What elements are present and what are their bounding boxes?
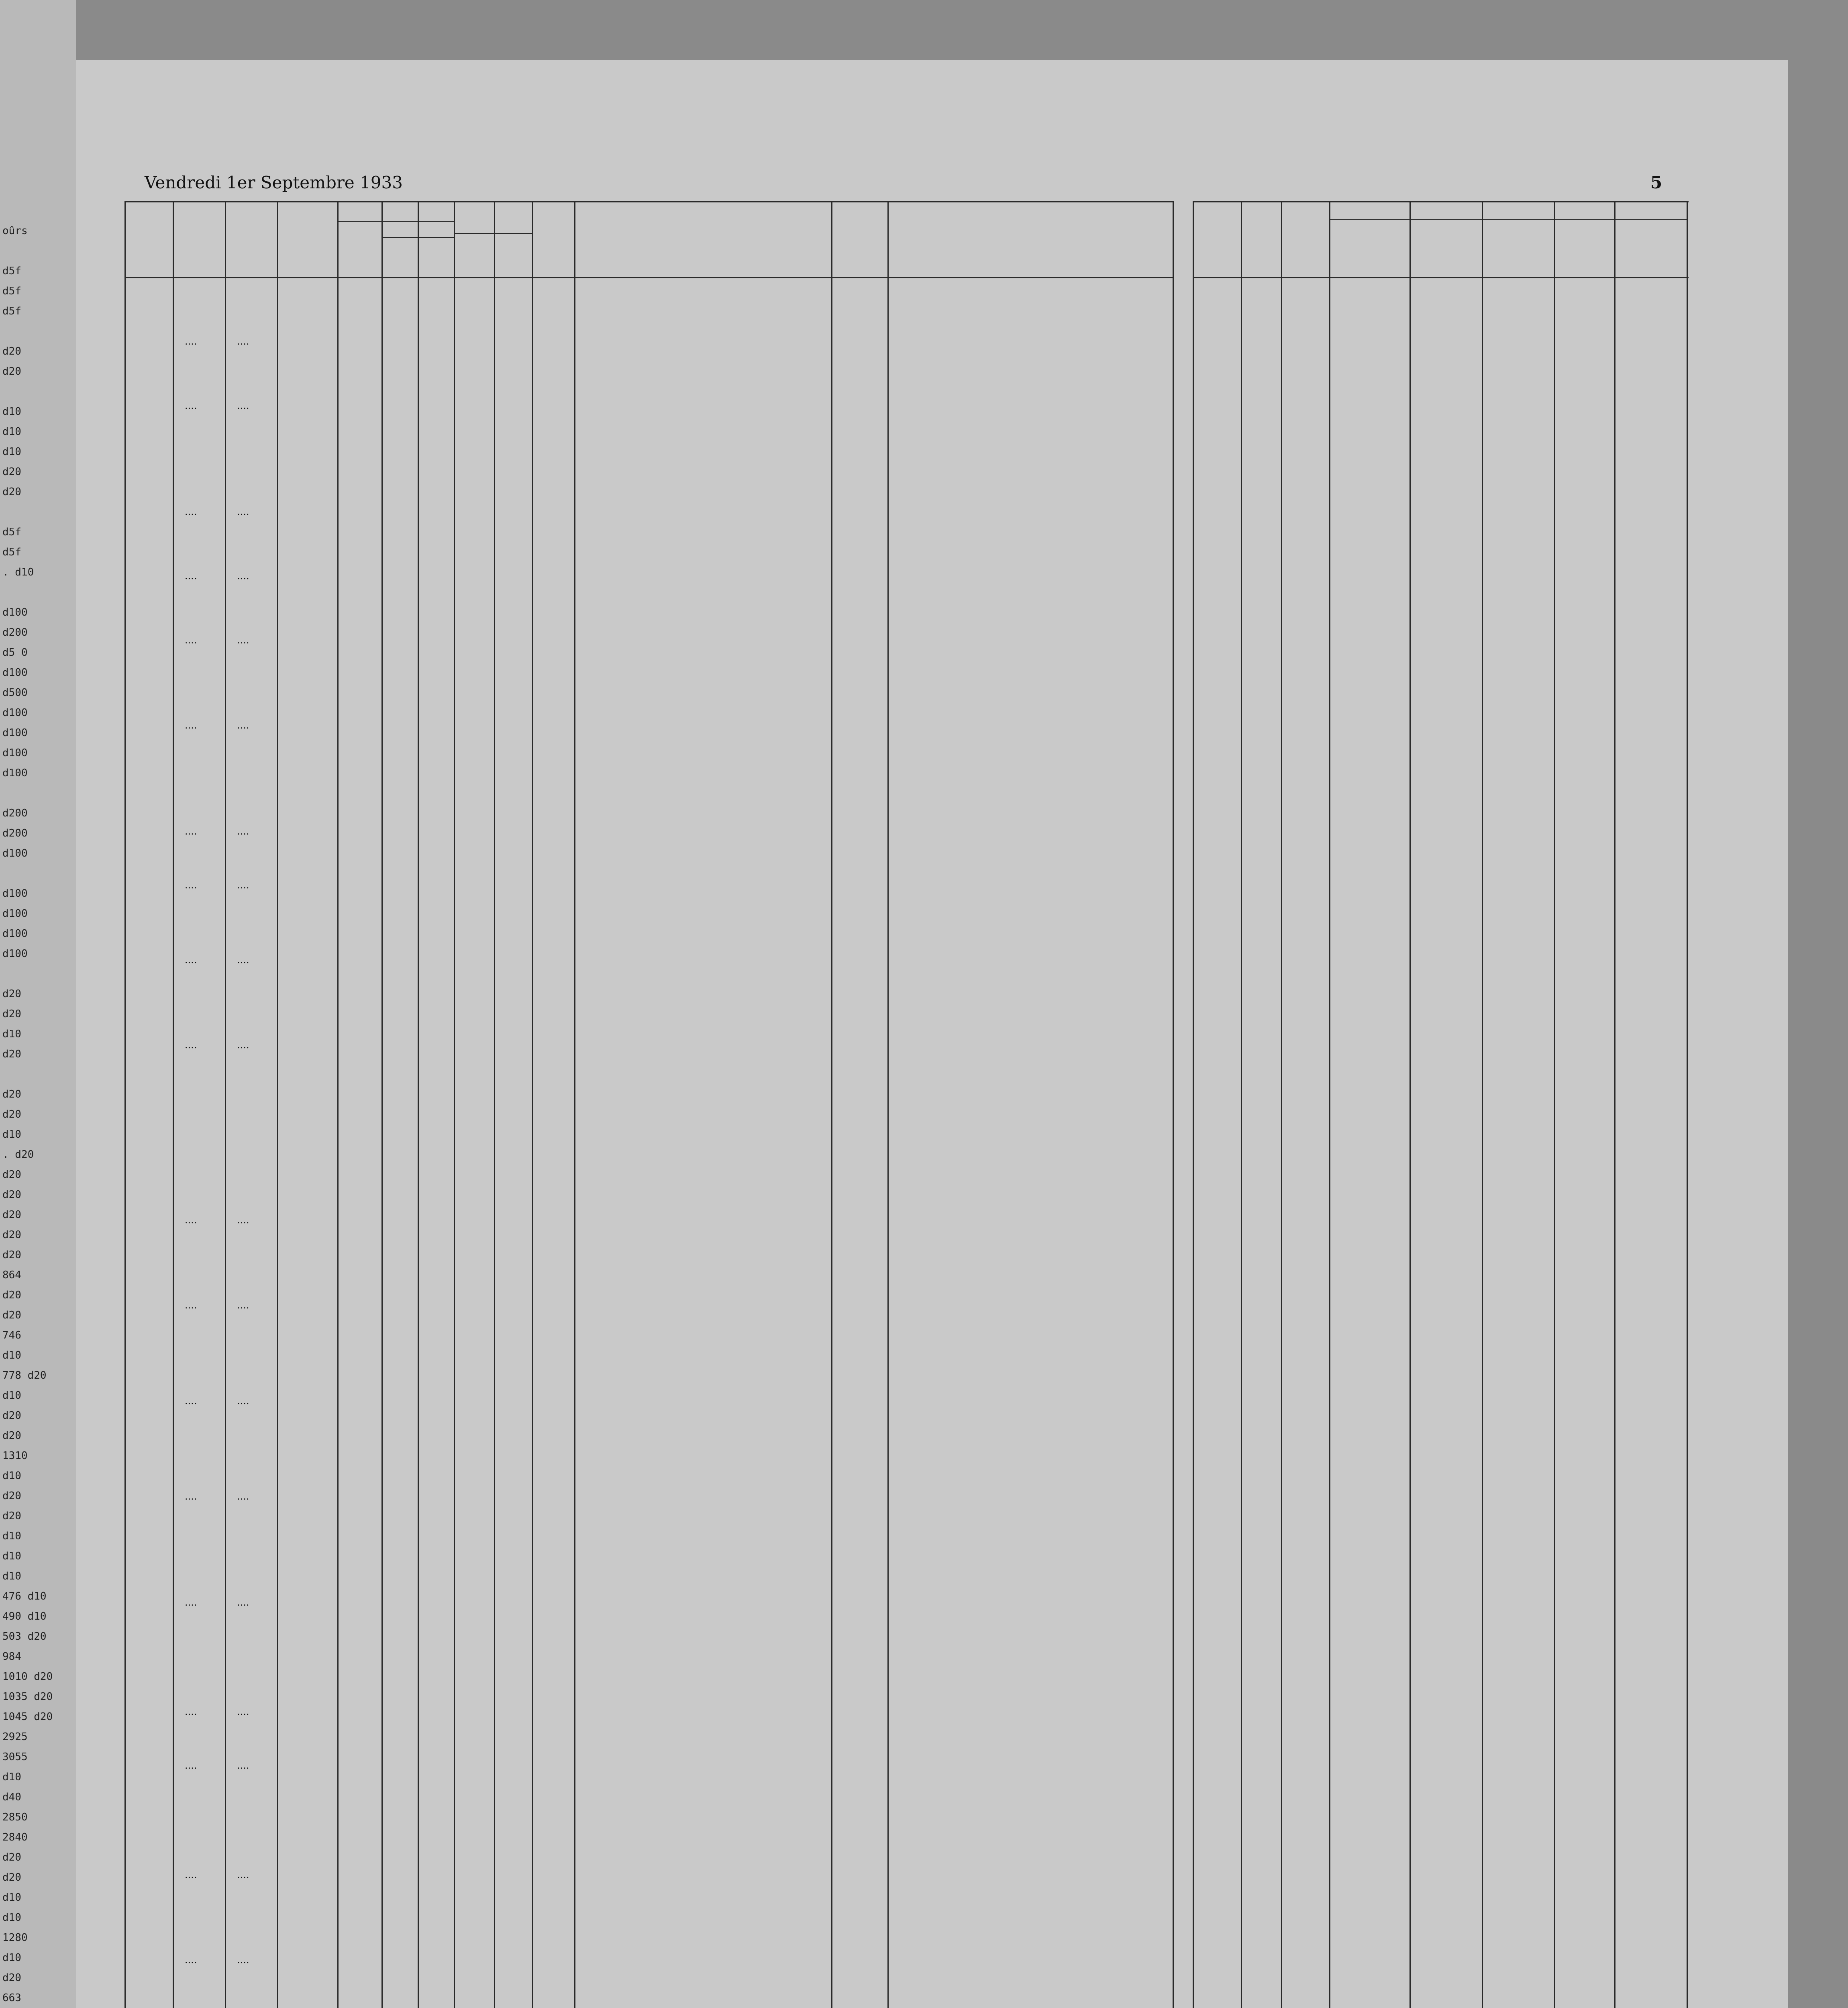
section-subtitle bbox=[574, 1170, 831, 1193]
left-strip-fragment: . d10 bbox=[2, 566, 34, 578]
periode-placeholder: .... bbox=[185, 635, 197, 646]
column-rule bbox=[381, 201, 383, 2008]
left-strip-fragment: d10 bbox=[2, 446, 21, 458]
left-strip-fragment: d100 bbox=[2, 928, 28, 940]
left-strip-fragment: d20 bbox=[2, 1189, 21, 1201]
left-strip-fragment: d200 bbox=[2, 827, 28, 839]
dates-placeholder: .... bbox=[237, 1760, 249, 1771]
left-strip-fragment: d20 bbox=[2, 1008, 21, 1020]
left-strip-fragment: oûrs bbox=[2, 225, 28, 237]
header-cours-extremes bbox=[454, 203, 532, 235]
left-strip-fragment: d20 bbox=[2, 466, 21, 478]
left-strip-fragment: d5f bbox=[2, 546, 21, 558]
left-strip-fragment: d20 bbox=[2, 365, 21, 378]
left-strip-fragment: . d20 bbox=[2, 1149, 34, 1161]
left-strip-fragment: d100 bbox=[2, 747, 28, 759]
left-strip-fragment: d10 bbox=[2, 406, 21, 418]
left-strip-fragment: 2925 bbox=[2, 1731, 28, 1743]
newspaper-page bbox=[76, 60, 1788, 2008]
header-nombre-titres bbox=[124, 217, 173, 273]
header-terme-plus-bas bbox=[1554, 233, 1614, 249]
periode-placeholder: .... bbox=[185, 826, 197, 837]
periode-placeholder: .... bbox=[185, 1597, 197, 1608]
left-strip-fragment: 1280 bbox=[2, 1932, 28, 1944]
header-brut bbox=[381, 243, 418, 259]
dates-placeholder: .... bbox=[237, 720, 249, 731]
left-strip-fragment: d10 bbox=[2, 1952, 21, 1964]
left-strip-fragment: d100 bbox=[2, 606, 28, 618]
left-strip-fragment: d20 bbox=[2, 1249, 21, 1261]
left-strip-fragment: d10 bbox=[2, 1128, 21, 1141]
left-strip-fragment: d10 bbox=[2, 1349, 21, 1361]
dates-placeholder: .... bbox=[237, 1597, 249, 1608]
dates-placeholder: .... bbox=[237, 635, 249, 646]
left-page-margin-strip bbox=[0, 0, 76, 2008]
left-strip-fragment: d40 bbox=[2, 1791, 21, 1803]
left-strip-fragment: d20 bbox=[2, 1851, 21, 1863]
left-strip-fragment: d20 bbox=[2, 1510, 21, 1522]
dates-placeholder: .... bbox=[237, 1706, 249, 1717]
left-strip-fragment: d20 bbox=[2, 988, 21, 1000]
column-rule bbox=[1482, 201, 1483, 2008]
dates-placeholder: .... bbox=[237, 506, 249, 517]
left-strip-fragment: d10 bbox=[2, 1912, 21, 1924]
left-strip-fragment: 778 d20 bbox=[2, 1369, 47, 1382]
header-plus-haut bbox=[454, 243, 494, 259]
page-date: Vendredi 1er Septembre 1933 bbox=[145, 173, 403, 192]
left-strip-fragment: d10 bbox=[2, 1550, 21, 1562]
column-rule bbox=[494, 201, 495, 2008]
header-designation bbox=[574, 233, 831, 253]
left-strip-fragment: d200 bbox=[2, 626, 28, 639]
header-interets bbox=[337, 205, 454, 221]
left-strip-fragment: d100 bbox=[2, 707, 28, 719]
column-rule bbox=[124, 201, 126, 2008]
header-dernier-cours bbox=[1614, 233, 1687, 249]
periode-placeholder: .... bbox=[185, 880, 197, 891]
periode-placeholder: .... bbox=[185, 1869, 197, 1880]
left-strip-fragment: d5f bbox=[2, 305, 21, 317]
left-strip-fragment: 1045 d20 bbox=[2, 1711, 53, 1723]
dates-placeholder: .... bbox=[237, 1039, 249, 1051]
dates-placeholder: .... bbox=[237, 400, 249, 411]
periode-placeholder: .... bbox=[185, 720, 197, 731]
left-strip-fragment: 746 bbox=[2, 1329, 21, 1341]
header-reports bbox=[1193, 229, 1241, 273]
dates-placeholder: .... bbox=[237, 570, 249, 582]
periode-placeholder: .... bbox=[185, 506, 197, 517]
header-cloture-veille bbox=[532, 207, 574, 275]
section-title bbox=[574, 1826, 831, 1849]
column-rule bbox=[1193, 201, 1194, 2008]
left-strip-fragment: 1010 d20 bbox=[2, 1671, 53, 1683]
periode-placeholder: .... bbox=[185, 336, 197, 347]
column-rule bbox=[225, 201, 226, 2008]
periode-placeholder: .... bbox=[185, 954, 197, 965]
left-strip-fragment: d20 bbox=[2, 1088, 21, 1100]
periode-placeholder: .... bbox=[185, 1760, 197, 1771]
periode-placeholder: .... bbox=[185, 400, 197, 411]
left-strip-fragment: d20 bbox=[2, 345, 21, 357]
left-strip-fragment: 1310 bbox=[2, 1450, 28, 1462]
section-title bbox=[574, 1663, 831, 1686]
left-strip-fragment: d10 bbox=[2, 1470, 21, 1482]
left-strip-fragment: 663 bbox=[2, 1992, 21, 2004]
left-strip-fragment: 476 d10 bbox=[2, 1590, 47, 1602]
left-strip-fragment: d5f bbox=[2, 526, 21, 538]
header-comptant bbox=[887, 223, 1173, 247]
left-strip-fragment: d20 bbox=[2, 486, 21, 498]
periode-placeholder: .... bbox=[185, 1954, 197, 1965]
table-top-rule bbox=[124, 201, 1173, 202]
column-rule bbox=[173, 201, 174, 2008]
dates-placeholder: .... bbox=[237, 1491, 249, 1502]
left-strip-fragment: 984 bbox=[2, 1651, 21, 1663]
section-title bbox=[574, 1148, 831, 1170]
column-rule bbox=[1687, 201, 1688, 2008]
left-strip-fragment: d20 bbox=[2, 1430, 21, 1442]
column-rule bbox=[1329, 201, 1330, 2008]
page-number: 5 bbox=[1650, 173, 1662, 192]
left-strip-fragment: 864 bbox=[2, 1269, 21, 1281]
left-strip-fragment: d20 bbox=[2, 1289, 21, 1301]
left-strip-fragment: d500 bbox=[2, 687, 28, 699]
dates-placeholder: .... bbox=[237, 880, 249, 891]
left-strip-fragment: d20 bbox=[2, 1309, 21, 1321]
left-strip-fragment: d20 bbox=[2, 1410, 21, 1422]
column-rule bbox=[418, 201, 419, 2008]
periode-placeholder: .... bbox=[185, 1395, 197, 1406]
column-rule bbox=[337, 201, 339, 2008]
left-strip-fragment: d20 bbox=[2, 1169, 21, 1181]
left-strip-fragment: d20 bbox=[2, 1871, 21, 1884]
dates-placeholder: .... bbox=[237, 1954, 249, 1965]
left-strip-fragment: d10 bbox=[2, 1530, 21, 1542]
dates-placeholder: .... bbox=[237, 1300, 249, 1311]
header-net bbox=[418, 243, 454, 259]
left-strip-fragment: d10 bbox=[2, 1771, 21, 1783]
header-cours-du-terme bbox=[1329, 203, 1687, 219]
left-strip-fragment: d100 bbox=[2, 847, 28, 859]
left-strip-fragment: d10 bbox=[2, 1892, 21, 1904]
left-strip-fragment: d5f bbox=[2, 265, 21, 277]
left-strip-fragment: d5 0 bbox=[2, 647, 28, 659]
column-rule bbox=[1173, 201, 1174, 2008]
column-rule bbox=[1241, 201, 1242, 2008]
header-periode bbox=[173, 217, 225, 273]
left-strip-fragment: d20 bbox=[2, 1490, 21, 1502]
dates-placeholder: .... bbox=[237, 336, 249, 347]
column-rule bbox=[831, 201, 832, 2008]
periode-placeholder: .... bbox=[185, 1214, 197, 1226]
left-strip-fragment: d100 bbox=[2, 727, 28, 739]
periode-placeholder: .... bbox=[185, 1300, 197, 1311]
header-exercice bbox=[337, 233, 381, 277]
left-strip-fragment: d20 bbox=[2, 1048, 21, 1060]
column-rule bbox=[1409, 201, 1411, 2008]
left-strip-fragment: 1035 d20 bbox=[2, 1691, 53, 1703]
left-strip-fragment: d20 bbox=[2, 1108, 21, 1120]
header-cloture-veille-terme bbox=[1281, 229, 1329, 273]
left-strip-fragment: 490 d10 bbox=[2, 1610, 47, 1622]
header-premier-cours bbox=[1409, 233, 1482, 249]
column-rule bbox=[574, 201, 575, 2008]
left-strip-fragment: d200 bbox=[2, 807, 28, 819]
header-cours-compens bbox=[1241, 229, 1281, 273]
left-strip-fragment: d5f bbox=[2, 285, 21, 297]
column-rule bbox=[1554, 201, 1555, 2008]
left-strip-fragment: d100 bbox=[2, 948, 28, 960]
periode-placeholder: .... bbox=[185, 570, 197, 582]
column-rule bbox=[1614, 201, 1615, 2008]
left-strip-fragment: d10 bbox=[2, 426, 21, 438]
header-terme-plus-haut bbox=[1482, 233, 1554, 249]
left-strip-fragment: d10 bbox=[2, 1570, 21, 1582]
dates-placeholder: .... bbox=[237, 954, 249, 965]
left-strip-fragment: d100 bbox=[2, 667, 28, 679]
header-dern-coupon bbox=[381, 223, 454, 237]
dates-placeholder: .... bbox=[237, 1214, 249, 1226]
left-strip-fragment: 503 d20 bbox=[2, 1630, 47, 1643]
left-strip-fragment: d20 bbox=[2, 1972, 21, 1984]
dates-placeholder: .... bbox=[237, 1395, 249, 1406]
column-rule bbox=[454, 201, 455, 2008]
left-strip-fragment: d100 bbox=[2, 888, 28, 900]
column-rule bbox=[277, 201, 278, 2008]
dates-placeholder: .... bbox=[237, 1869, 249, 1880]
column-rule bbox=[1281, 201, 1282, 2008]
header-dates-tirages bbox=[225, 217, 277, 273]
header-plus-bas bbox=[494, 243, 532, 259]
left-strip-fragment: d20 bbox=[2, 1229, 21, 1241]
header-jouissance bbox=[831, 221, 887, 261]
left-strip-fragment: d100 bbox=[2, 908, 28, 920]
column-rule bbox=[532, 201, 533, 2008]
left-strip-fragment: d10 bbox=[2, 1390, 21, 1402]
left-strip-fragment: d10 bbox=[2, 1028, 21, 1040]
left-strip-fragment: d20 bbox=[2, 1209, 21, 1221]
periode-placeholder: .... bbox=[185, 1706, 197, 1717]
left-strip-fragment: 2850 bbox=[2, 1811, 28, 1823]
section-title bbox=[574, 293, 831, 316]
left-strip-fragment: d100 bbox=[2, 767, 28, 779]
left-strip-fragment: 2840 bbox=[2, 1831, 28, 1843]
header-bottom-rule bbox=[124, 277, 1173, 278]
periode-placeholder: .... bbox=[185, 1039, 197, 1051]
left-strip-fragment: 3055 bbox=[2, 1751, 28, 1763]
terme-title-rule bbox=[1329, 219, 1687, 220]
interets-subrule bbox=[337, 221, 454, 222]
column-rule bbox=[887, 201, 889, 2008]
header-epoques bbox=[277, 217, 337, 273]
periode-placeholder: .... bbox=[185, 1491, 197, 1502]
dates-placeholder: .... bbox=[237, 826, 249, 837]
